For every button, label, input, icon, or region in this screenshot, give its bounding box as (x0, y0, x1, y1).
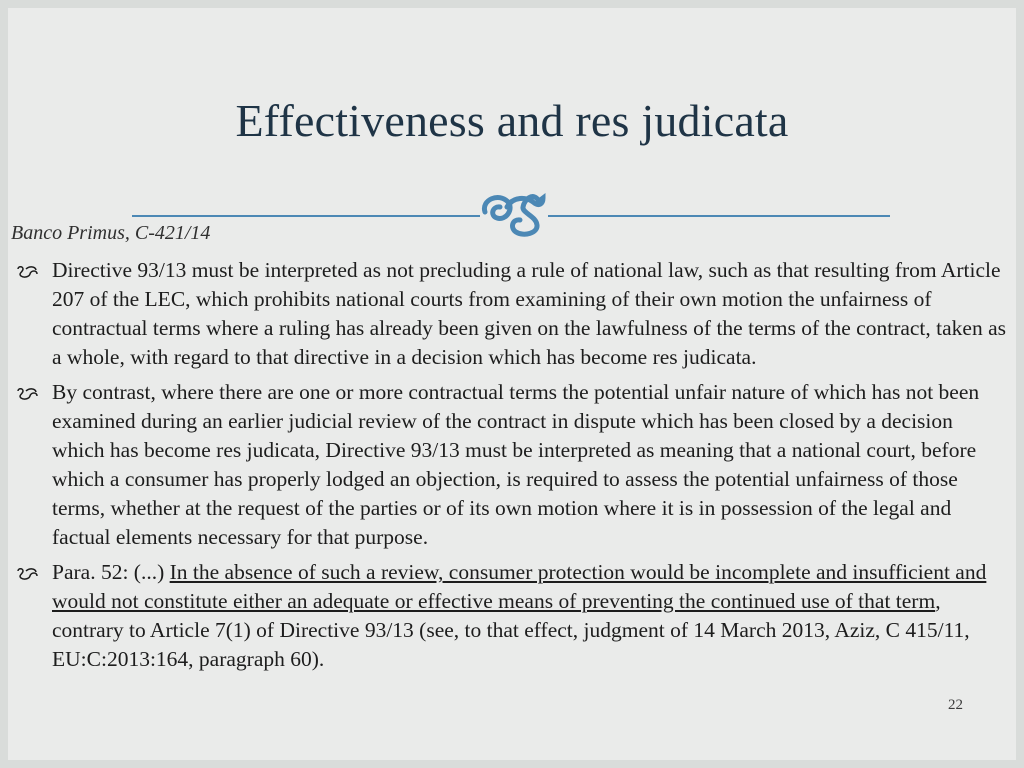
bullet-item (10, 256, 1010, 372)
bullet-item (10, 378, 1010, 552)
flourish-ornament-icon (477, 190, 551, 242)
page-number: 22 (948, 697, 963, 713)
title-divider-right (548, 215, 890, 217)
bullet-text-prefix: Para. 52: (...) (52, 560, 170, 584)
underlined-quote: In the absence of such a review, consumer protection would be incomplete and insufficient and would not constitute either an adequate or effective means of preventing the continued use of that term (52, 560, 987, 613)
case-reference: Banco Primus, C-421/14 (11, 222, 211, 244)
decorative-bullet-icon (14, 387, 40, 401)
decorative-bullet-icon (14, 567, 40, 581)
decorative-bullet-icon (14, 265, 40, 279)
bullet-item (10, 558, 1010, 674)
slide-title: Effectiveness and res judicata (235, 95, 789, 146)
bullet-list (10, 256, 1010, 680)
bullet-text-suffix: , contrary to Article 7(1) of Directive 93/13 (see, to that effect, judgment of 14 March 2013, Aziz, C 415/11, EU:C:2013:164, paragraph 60). (52, 589, 970, 671)
bullet-text: Directive 93/13 must be interpreted as not precluding a rule of national law, such as that resulting from Article 207 of the LEC, which prohibits national courts from examining of their own motion the unfairness of contractual terms where a ruling has already been given on the lawfulness of the terms of the contract, taken as a whole, with regard to that directive in a decision which has become res judicata. (52, 258, 1006, 369)
title-divider-left (132, 215, 480, 217)
bullet-text: By contrast, where there are one or more contractual terms the potential unfair nature of which has not been examined during an earlier judicial review of the contract in dispute which has been closed by a decision which has become res judicata, Directive 93/13 must be interpreted as meaning that a national court, before which a consumer has properly lodged an objection, is required to assess the potential unfairness of those terms, whether at the request of the parties or of its own motion where it is in possession of the legal and factual elements necessary for that purpose. (52, 380, 980, 549)
